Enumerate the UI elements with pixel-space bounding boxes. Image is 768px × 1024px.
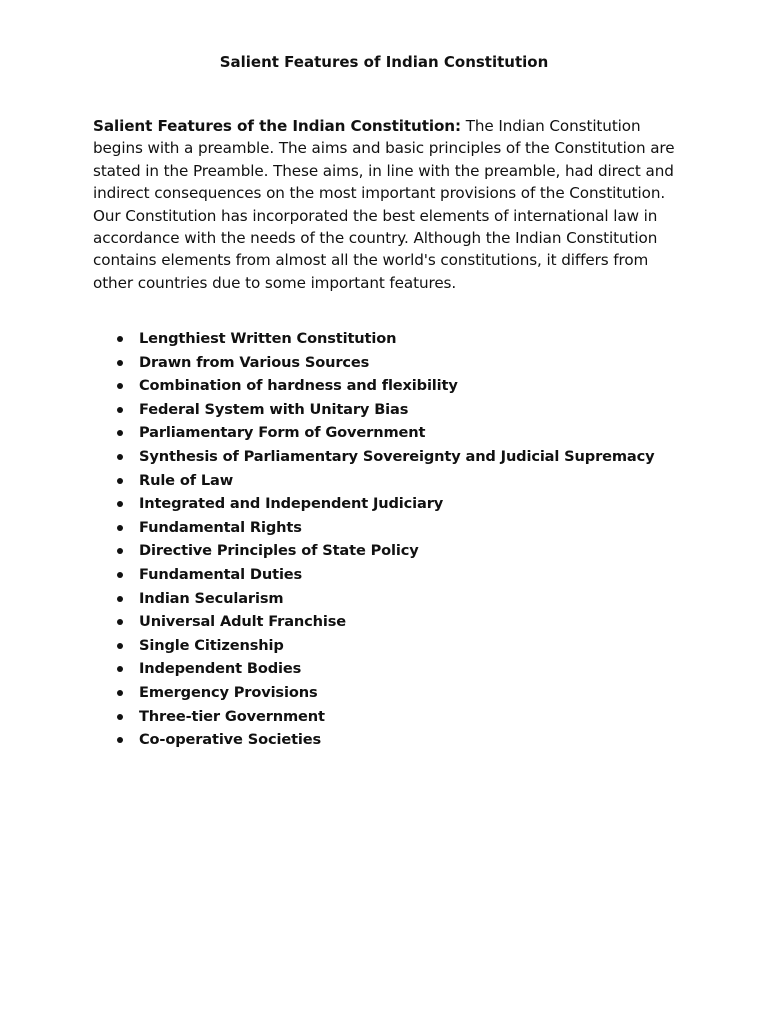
- bullet-icon: [117, 430, 123, 436]
- features-list: [93, 327, 693, 752]
- bullet-icon: [117, 596, 123, 602]
- bullet-icon: [117, 737, 123, 743]
- bullet-icon: [117, 407, 123, 413]
- list-item-label: Fundamental Rights: [139, 518, 302, 536]
- bullet-icon: [117, 454, 123, 460]
- bullet-icon: [117, 548, 123, 554]
- list-item: [93, 351, 693, 375]
- bullet-icon: [117, 572, 123, 578]
- list-item: [93, 374, 693, 398]
- list-item-label: Indian Secularism: [139, 589, 284, 607]
- list-item: [93, 728, 693, 752]
- list-item-label: Synthesis of Parliamentary Sovereignty and Judicial Supremacy: [139, 447, 655, 465]
- bullet-icon: [117, 336, 123, 342]
- list-item: [93, 516, 693, 540]
- list-item: [93, 705, 693, 729]
- bullet-icon: [117, 690, 123, 696]
- list-item: [93, 539, 693, 563]
- list-item-label: Three-tier Government: [139, 707, 325, 725]
- bullet-icon: [117, 714, 123, 720]
- list-item-label: Lengthiest Written Constitution: [139, 330, 397, 347]
- bullet-icon: [117, 478, 123, 484]
- list-item-label: Independent Bodies: [139, 660, 302, 678]
- list-item-label: Co-operative Societies: [139, 731, 322, 749]
- list-item: [93, 398, 693, 422]
- bullet-icon: [117, 383, 123, 389]
- intro-lead: Salient Features of the Indian Constitution:: [93, 117, 461, 135]
- list-item-label: Combination of hardness and flexibility: [139, 377, 458, 395]
- list-item: [93, 681, 693, 705]
- bullet-icon: [117, 360, 123, 366]
- list-item-label: Parliamentary Form of Government: [139, 424, 426, 442]
- list-item: [93, 563, 693, 587]
- intro-text: The Indian Constitution begins with a preamble. The aims and basic principles of the Constitution are stated in the Preamble. These aims, in line with the preamble, had direct and indirect consequences on the most important provisions of the Constitution. Our Constitution has incorporated the best elements of international law in accordance with the needs of the country. Although the Indian Constitution contains elements from almost all the world's constitutions, it differs from other countries due to some important features.: [93, 117, 675, 292]
- list-item-label: Integrated and Independent Judiciary: [139, 495, 444, 513]
- bullet-icon: [117, 643, 123, 649]
- list-item-label: Universal Adult Franchise: [139, 613, 347, 631]
- list-item: [93, 421, 693, 445]
- list-item-label: Single Citizenship: [139, 636, 284, 654]
- list-item: [93, 587, 693, 611]
- bullet-icon: [117, 501, 123, 507]
- list-item-label: Drawn from Various Sources: [139, 353, 370, 371]
- list-item: [93, 657, 693, 681]
- bullet-icon: [117, 525, 123, 531]
- list-item-label: Fundamental Duties: [139, 565, 303, 583]
- list-item: [93, 469, 693, 493]
- list-item-label: Directive Principles of State Policy: [139, 542, 419, 560]
- list-item-label: Federal System with Unitary Bias: [139, 400, 409, 418]
- list-item-label: Emergency Provisions: [139, 683, 318, 701]
- list-item: [93, 445, 693, 469]
- intro-paragraph: [93, 115, 678, 294]
- bullet-icon: [117, 619, 123, 625]
- page-title: Salient Features of Indian Constitution: [219, 53, 549, 71]
- list-item-label: Rule of Law: [139, 471, 234, 489]
- list-item: [93, 327, 693, 351]
- bullet-icon: [117, 666, 123, 672]
- list-item: [93, 634, 693, 658]
- list-item: [93, 610, 693, 634]
- list-item: [93, 492, 693, 516]
